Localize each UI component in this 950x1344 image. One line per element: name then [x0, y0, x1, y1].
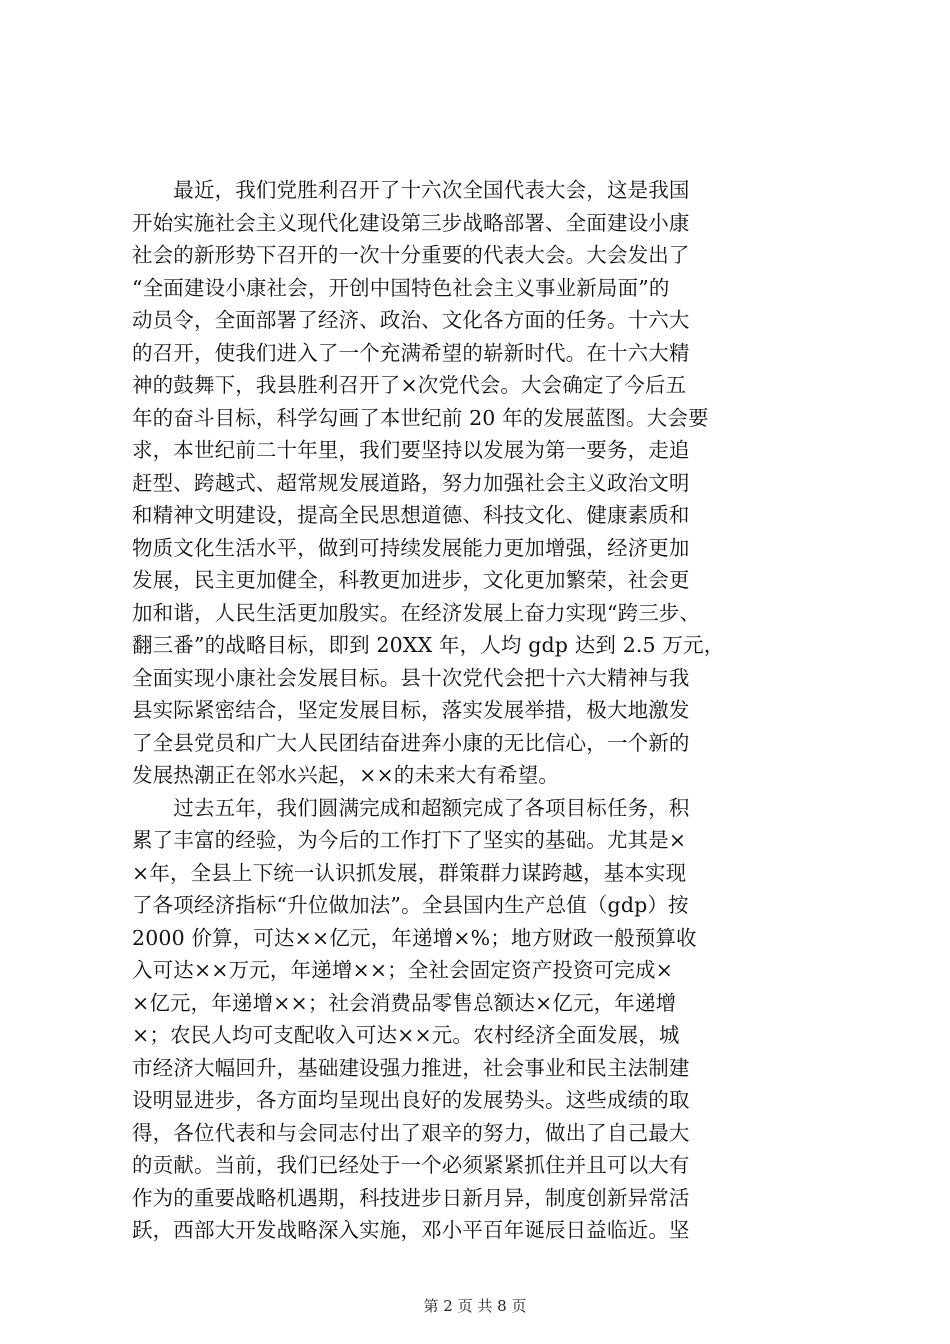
text-line: 跃，西部大开发战略深入实施，邓小平百年诞辰日益临近。坚: [132, 1218, 690, 1242]
text-line: 和精神文明建设，提高全民思想道德、科技文化、健康素质和: [132, 503, 690, 527]
text-line: 了各项经济指标“升位做加法”。全县国内生产总值（gdp）按: [132, 893, 689, 917]
text-line: 过去五年，我们圆满完成和超额完成了各项目标任务，积: [132, 795, 690, 820]
text-line: 翻三番”的战略目标，即到 20XX 年，人均 gdp 达到 2.5 万元，: [132, 633, 725, 657]
text-line: 最近，我们党胜利召开了十六次全国代表大会，这是我国: [132, 178, 690, 202]
text-line: 了全县党员和广大人民团结奋进奔小康的无比信心，一个新的: [132, 730, 690, 755]
text-line: 赶型、跨越式、超常规发展道路，努力加强社会主义政治文明: [132, 470, 690, 495]
text-line: 加和谐，人民生活更加殷实。在经济发展上奋力实现“跨三步、: [132, 600, 701, 625]
text-line: 物质文化生活水平，做到可持续发展能力更加增强，经济更加: [132, 535, 690, 560]
body-text: [132, 174, 852, 1247]
text-line: 得，各位代表和与会同志付出了艰辛的努力，做出了自己最大: [132, 1120, 690, 1145]
text-line: 的贡献。当前，我们已经处于一个必须紧紧抓住并且可以大有: [132, 1153, 690, 1177]
text-line: 全面实现小康社会发展目标。县十次党代会把十六大精神与我: [132, 665, 690, 690]
text-line: 发展热潮正在邻水兴起，××的未来大有希望。: [132, 763, 560, 787]
text-line: 发展，民主更加健全，科教更加进步，文化更加繁荣，社会更: [132, 568, 690, 592]
text-line: 求，本世纪前二十年里，我们要坚持以发展为第一要务，走追: [132, 438, 690, 462]
text-line: ×亿元，年递增××；社会消费品零售总额达×亿元，年递增: [132, 990, 677, 1015]
text-line: 入可达××万元，年递增××；全社会固定资产投资可完成×: [132, 958, 673, 982]
text-line: 2000 价算，可达××亿元，年递增×%；地方财政一般预算收: [132, 925, 697, 950]
page-footer: 第 2 页 共 8 页: [423, 1297, 527, 1315]
text-line: ×年，全县上下统一认识抓发展，群策群力谋跨越，基本实现: [132, 860, 687, 885]
text-line: 社会的新形势下召开的一次十分重要的代表大会。大会发出了: [132, 243, 690, 267]
text-line: ×；农民人均可支配收入可达××元。农村经济全面发展，城: [132, 1023, 680, 1047]
text-line: 县实际紧密结合，坚定发展目标，落实发展举措，极大地激发: [132, 698, 690, 722]
text-line: 设明显进步，各方面均呈现出良好的发展势头。这些成绩的取: [132, 1088, 690, 1112]
text-line: 累了丰富的经验，为今后的工作打下了坚实的基础。尤其是×: [132, 828, 687, 852]
text-line: 开始实施社会主义现代化建设第三步战略部署、全面建设小康: [132, 210, 690, 235]
text-line: 神的鼓舞下，我县胜利召开了×次党代会。大会确定了今后五: [132, 373, 687, 397]
text-line: “全面建设小康社会，开创中国特色社会主义事业新局面”的: [132, 275, 670, 300]
text-line: 的召开，使我们进入了一个充满希望的崭新时代。在十六大精: [132, 340, 690, 365]
text-line: 作为的重要战略机遇期，科技进步日新月异，制度创新异常活: [132, 1185, 690, 1210]
text-line: 动员令，全面部署了经济、政治、文化各方面的任务。十六大: [132, 308, 690, 332]
text-line: 年的奋斗目标，科学勾画了本世纪前 20 年的发展蓝图。大会要: [132, 405, 709, 430]
text-line: 市经济大幅回升，基础建设强力推进，社会事业和民主法制建: [132, 1055, 690, 1080]
